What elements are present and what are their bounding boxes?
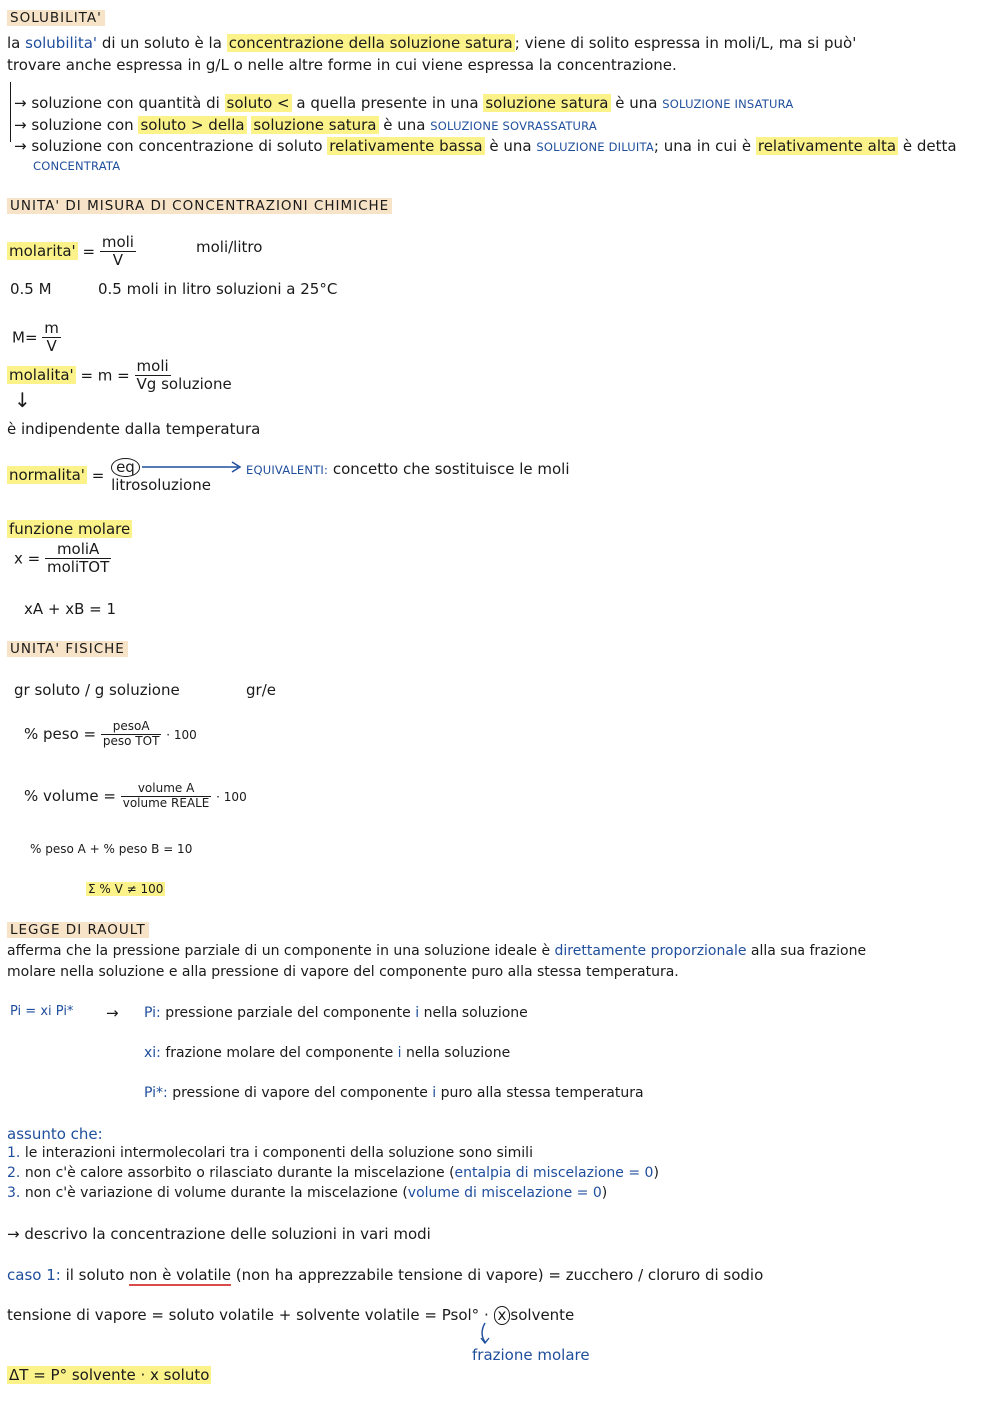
i-symbol: i: [432, 1085, 437, 1101]
bullet-highlight: soluto <: [226, 94, 290, 112]
peso-sum: % peso A + % peso B = 10: [30, 842, 193, 856]
list-number: 3.: [7, 1185, 21, 1201]
frazione-fraction: [45, 541, 111, 577]
assunto-text: ): [601, 1185, 608, 1201]
caso-underlined: non è volatile: [129, 1266, 232, 1284]
solubilita-heading: SOLUBILITA': [7, 10, 105, 26]
def-text: puro alla stessa temperatura: [440, 1085, 644, 1101]
intro-solubilita: solubilita': [25, 34, 98, 52]
curved-arrow-icon: [478, 1322, 492, 1344]
numerator: moliA: [45, 541, 111, 559]
chimiche-heading: UNITA' DI MISURA DI CONCENTRAZIONI CHIMICHE: [7, 198, 392, 214]
equivalenti-text: concetto che sostituisce le moli: [332, 460, 570, 478]
bullet-sovrassatura: [14, 116, 597, 134]
intro-highlight: concentrazione della soluzione satura: [228, 34, 513, 52]
assunto-text: ): [653, 1165, 659, 1181]
peso-mult: · 100: [166, 727, 197, 742]
arrow-icon: →: [14, 137, 27, 155]
equals: =: [82, 242, 96, 261]
equivalenti-arrow-icon: [142, 460, 246, 474]
bullet-concentrata: CONCENTRATA: [33, 159, 121, 173]
bullet-term: SOLUZIONE SOVRASSATURA: [430, 119, 597, 133]
numerator: pesoA: [101, 720, 162, 735]
denominator: volume REALE: [122, 795, 210, 810]
caso-text: (non ha apprezzabile tensione di vapore) = zucchero / cloruro di sodio: [235, 1266, 764, 1284]
bullet-text: è una: [489, 137, 532, 155]
def-text: frazione molare del componente: [165, 1045, 394, 1061]
M-label: M=: [12, 328, 38, 347]
denominator: V: [46, 337, 57, 356]
down-arrow-icon: ↓: [14, 388, 31, 412]
equivalenti-label: EQUIVALENTI:: [246, 463, 329, 477]
bullet-text: ; una in cui è: [653, 137, 752, 155]
bullet-highlight: relativamente alta: [757, 137, 897, 155]
bullet-diluita: [14, 137, 957, 155]
bullet-highlight: soluto > della: [140, 116, 245, 134]
molarita-fraction: [100, 234, 136, 270]
normalita-label: normalita': [9, 466, 85, 485]
denominator: V: [112, 251, 124, 270]
assunto-term: entalpia di miscelazione = 0: [454, 1165, 654, 1181]
molarita-label: molarita': [9, 242, 76, 261]
xi-definition: [144, 1045, 510, 1061]
molalita-label: molalita': [9, 366, 74, 385]
denominator: litrosoluzione: [111, 475, 211, 494]
molalita-note: è indipendente dalla temperatura: [7, 420, 261, 438]
molalita-fraction: [135, 358, 234, 394]
bullet-text: soluzione con quantità di: [31, 94, 220, 112]
bullet-highlight: soluzione satura: [253, 116, 377, 134]
x-label: x =: [14, 549, 41, 568]
peso-label: % peso =: [24, 724, 97, 743]
peso-formula: [24, 720, 197, 749]
bullet-term: SOLUZIONE DILUITA: [536, 140, 654, 154]
assunto-label: assunto che:: [7, 1125, 103, 1143]
frazione-sum: xA + xB = 1: [24, 600, 117, 618]
assunto-text: non c'è variazione di volume durante la miscelazione (: [24, 1185, 408, 1201]
raoult-def-line2: molare nella soluzione e alla pressione di vapore del componente puro alla stessa temperatura.: [7, 964, 679, 980]
pstar-definition: [144, 1085, 644, 1101]
bracket-line: [10, 82, 11, 142]
equivalenti-note: [246, 460, 570, 478]
x-circled: x: [494, 1306, 511, 1325]
raoult-def-line1: [7, 943, 866, 959]
def-text: nella soluzione: [423, 1005, 528, 1021]
def-text: afferma che la pressione parziale di un componente in una soluzione ideale è: [7, 943, 551, 959]
def-highlight: direttamente proporzionale: [554, 943, 747, 959]
molalita-formula: [7, 358, 234, 394]
i-symbol: i: [415, 1005, 420, 1021]
assunto-term: volume di miscelazione = 0: [407, 1185, 602, 1201]
bullet-text: a quella presente in una: [296, 94, 479, 112]
list-number: 1.: [7, 1145, 21, 1161]
def-text: nella soluzione: [406, 1045, 511, 1061]
assunto-3: [7, 1185, 607, 1201]
equals: =: [91, 466, 105, 485]
xi-symbol: xi:: [144, 1045, 161, 1061]
bullet-insatura: [14, 94, 793, 112]
volume-sum: Σ % V ≠ 100: [88, 882, 164, 896]
bullet-text: soluzione con: [31, 116, 134, 134]
raoult-arrow-icon: →: [106, 1004, 119, 1022]
raoult-heading: LEGGE DI RAOULT: [7, 922, 149, 938]
numerator: volume A: [121, 782, 212, 797]
caso-label: caso 1:: [7, 1266, 61, 1284]
descr-line: → descrivo la concentrazione delle soluzioni in vari modi: [7, 1225, 431, 1243]
example-right: 0.5 moli in litro soluzioni a 25°C: [98, 280, 338, 298]
raoult-formula: Pi = xi Pi*: [10, 1004, 74, 1019]
assunto-text: non c'è calore assorbito o rilasciato durante la miscelazione (: [24, 1165, 455, 1181]
fisiche-heading: UNITA' FISICHE: [7, 641, 128, 657]
caso-1: [7, 1266, 763, 1284]
def-text: pressione parziale del componente: [165, 1005, 411, 1021]
intro-text: di un soluto è la: [101, 34, 222, 52]
fisiche-line1-unit: gr/e: [246, 681, 276, 699]
i-symbol: i: [397, 1045, 402, 1061]
pstar-symbol: Pi*:: [144, 1085, 168, 1101]
bullet-text: soluzione con concentrazione di soluto: [31, 137, 323, 155]
intro-text: ; viene di solito espressa in moli/L, ma si può': [514, 34, 857, 52]
bullet-highlight: soluzione satura: [485, 94, 609, 112]
assunto-2: [7, 1165, 659, 1181]
example-left: 0.5 M: [10, 280, 52, 298]
solubilita-intro-line2: trovare anche espressa in g/L o nelle altre forme in cui viene espressa la concentrazione.: [7, 56, 677, 74]
molarita-formula: [7, 234, 136, 270]
pi-symbol: Pi:: [144, 1005, 161, 1021]
bullet-term: SOLUZIONE INSATURA: [662, 97, 794, 111]
fisiche-line1: gr soluto / g soluzione: [14, 681, 180, 699]
bullet-text: è detta: [902, 137, 957, 155]
numerator: moli: [101, 233, 134, 251]
volume-formula: [24, 782, 247, 811]
caso-text: il soluto: [65, 1266, 125, 1284]
arrow-icon: →: [14, 116, 27, 134]
assunto-1: [7, 1145, 533, 1161]
bullet-text: è una: [383, 116, 426, 134]
intro-text: la: [7, 34, 21, 52]
volume-label: % volume =: [24, 786, 116, 805]
arrow-icon: →: [14, 94, 27, 112]
denominator: Vg soluzione: [136, 375, 232, 394]
frazione-molare-note: frazione molare: [472, 1346, 590, 1364]
def-text: pressione di vapore del componente: [172, 1085, 428, 1101]
molarita-unit: moli/litro: [196, 238, 263, 256]
tensione-text: tensione di vapore = soluto volatile + solvente volatile = Psol° ·: [7, 1306, 489, 1324]
M-formula: [12, 320, 61, 356]
denominator: moliTOT: [47, 558, 110, 577]
denominator: peso TOT: [102, 733, 160, 748]
pi-definition: [144, 1005, 528, 1021]
peso-fraction: [101, 720, 162, 749]
frazione-formula: [14, 541, 111, 577]
M-fraction: [42, 320, 61, 356]
assunto-text: le interazioni intermolecolari tra i componenti della soluzione sono simili: [24, 1145, 533, 1161]
solubilita-intro-line1: [7, 34, 856, 52]
delta-formula: ΔT = P° solvente · x soluto: [9, 1366, 210, 1384]
frazione-label: funzione molare: [9, 520, 131, 538]
volume-fraction: [121, 782, 212, 811]
volume-mult: · 100: [216, 789, 247, 804]
tensione-text: solvente: [510, 1306, 575, 1324]
list-number: 2.: [7, 1165, 21, 1181]
eq-circled: eq: [111, 458, 140, 477]
numerator: m: [44, 319, 59, 337]
equals: = m =: [80, 366, 130, 385]
def-text: alla sua frazione: [750, 943, 867, 959]
bullet-highlight: relativamente bassa: [329, 137, 483, 155]
numerator: moli: [136, 357, 169, 375]
bullet-text: è una: [615, 94, 658, 112]
